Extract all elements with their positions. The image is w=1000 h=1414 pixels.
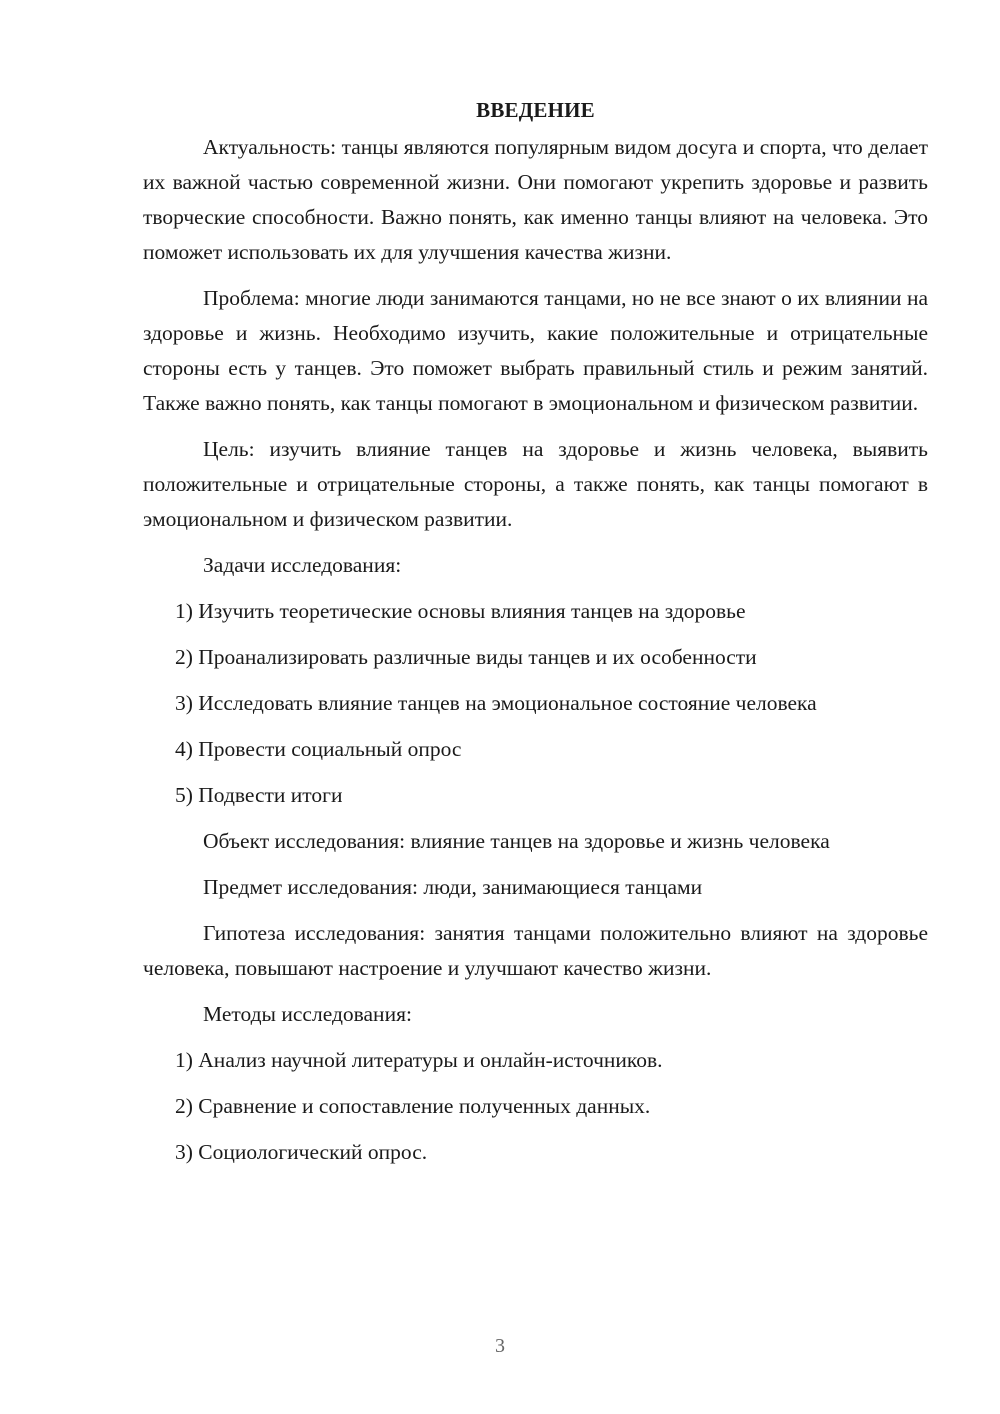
tasks-list (143, 594, 928, 813)
list-item: 3) Исследовать влияние танцев на эмоциональное состояние человека (175, 691, 817, 715)
goal-paragraph: Цель: изучить влияние танцев на здоровье и жизнь человека, выявить положительные и отрицательные стороны, а также понять, как танцы помогают в эмоциональном и физическом развитии. (143, 437, 928, 531)
list-item: 3) Социологический опрос. (175, 1140, 428, 1164)
page-title: ВВЕДЕНИЕ (476, 98, 595, 122)
document-page (143, 92, 928, 1181)
list-item: 1) Анализ научной литературы и онлайн-источников. (175, 1048, 663, 1072)
methods-list (143, 1043, 928, 1170)
methods-heading: Методы исследования: (203, 1002, 412, 1026)
list-item: 2) Сравнение и сопоставление полученных данных. (175, 1094, 651, 1118)
page-number: 3 (495, 1335, 505, 1357)
list-item: 2) Проанализировать различные виды танцев и их особенности (175, 645, 757, 669)
problem-paragraph: Проблема: многие люди занимаются танцами, но не все знают о их влиянии на здоровье и жизнь. Необходимо изучить, какие положительные и отрицательные стороны есть у танцев. Это поможет выбрать правильный стиль и режим занятий. Также важно понять, как танцы помогают в эмоциональном и физическом развитии. (143, 286, 928, 415)
list-item: 1) Изучить теоретические основы влияния танцев на здоровье (175, 599, 746, 623)
hypothesis-paragraph: Гипотеза исследования: занятия танцами положительно влияют на здоровье человека, повышают настроение и улучшают качество жизни. (143, 921, 928, 980)
relevance-paragraph: Актуальность: танцы являются популярным видом досуга и спорта, что делает их важной частью современной жизни. Они помогают укрепить здоровье и развить творческие способности. Важно понять, как именно танцы влияют на человека. Это поможет использовать их для улучшения качества жизни. (143, 135, 928, 264)
tasks-heading: Задачи исследования: (203, 553, 402, 577)
object-line: Объект исследования: влияние танцев на здоровье и жизнь человека (203, 829, 830, 853)
list-item: 5) Подвести итоги (175, 783, 343, 807)
list-item: 4) Провести социальный опрос (175, 737, 462, 761)
subject-line: Предмет исследования: люди, занимающиеся танцами (203, 875, 703, 899)
